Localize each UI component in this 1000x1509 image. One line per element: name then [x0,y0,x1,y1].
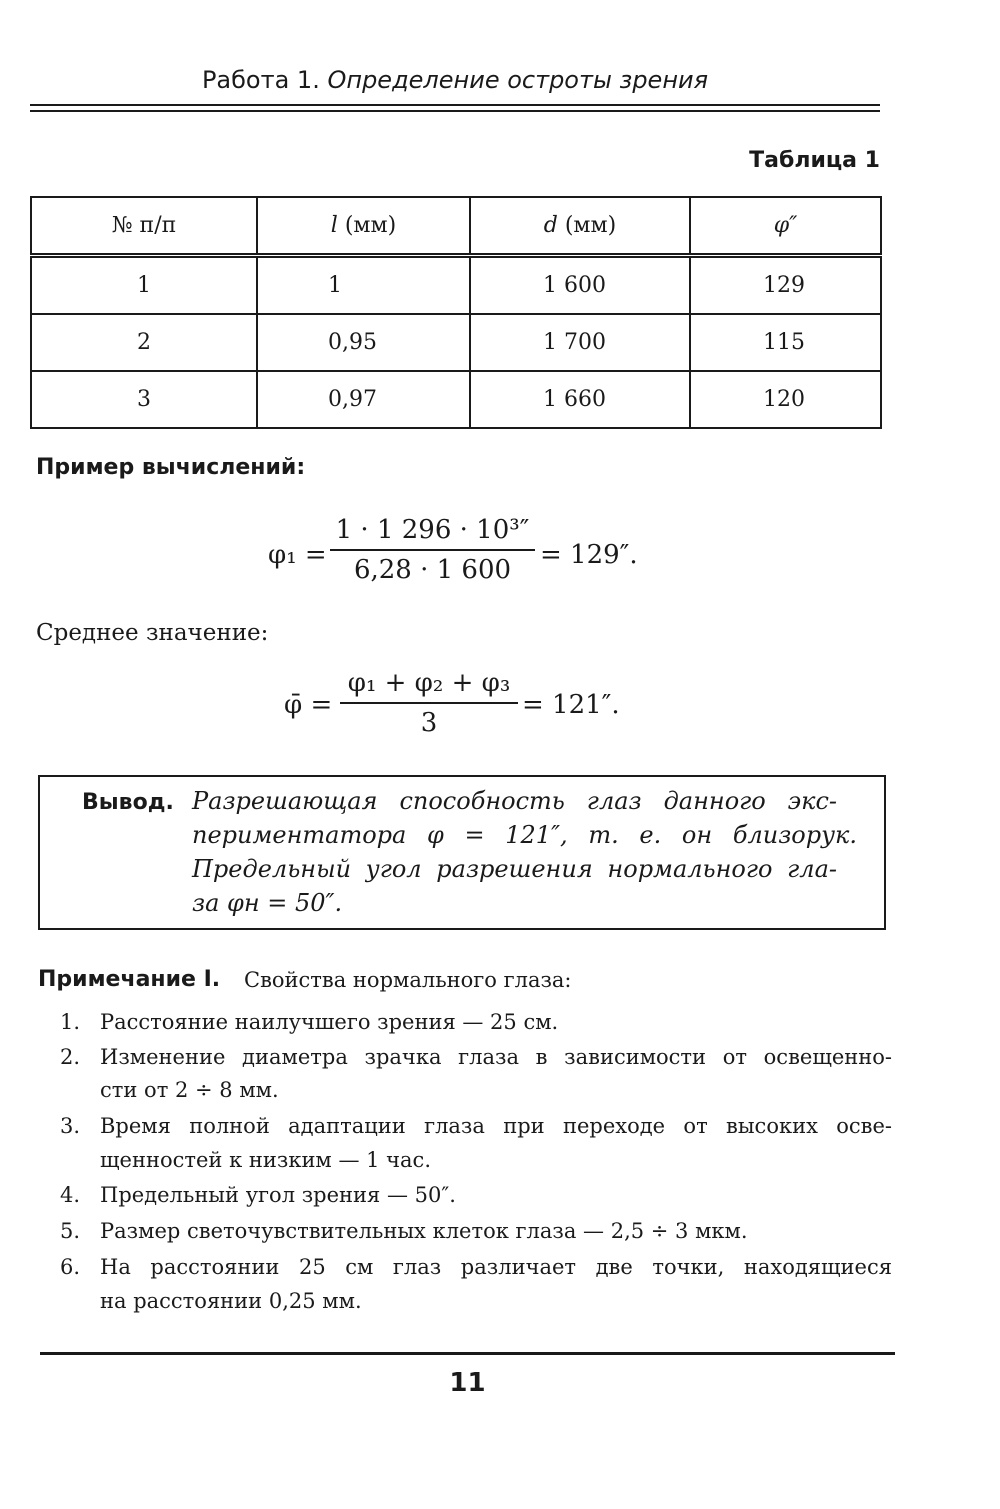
cell-phi: 129 [690,256,881,315]
list-item-number: 1. [60,1010,81,1034]
col-header-d-unit: (мм) [564,213,617,238]
data-table [30,196,882,429]
cell-n: 1 [31,256,257,315]
cell-n: 2 [31,314,257,371]
formula-phi1-fraction [330,515,535,585]
cell-phi: 120 [690,371,881,428]
table-header-row [31,197,881,256]
conclusion-line: Предельный угол разрешения нормального гла- [192,855,837,883]
formula-mean-lhs: φ̄ = [284,690,333,720]
table-row [31,371,881,428]
table-row [31,314,881,371]
cell-d: 1 660 [470,371,690,428]
work-title: Определение остроты зрения [327,66,709,94]
col-header-d-symbol: d [543,213,558,238]
footer-rule [40,1352,895,1355]
note-intro: Свойства нормального глаза: [244,968,572,992]
list-item-number: 3. [60,1114,81,1138]
list-item-text: На расстоянии 25 см глаз различает две точки, находящиеся [100,1255,892,1279]
list-item-number: 6. [60,1255,81,1279]
mean-label: Среднее значение: [36,620,269,646]
conclusion-line: за φн = 50″. [192,889,343,917]
list-item-text: Расстояние наилучшего зрения — 25 см. [100,1010,559,1034]
col-header-l-symbol: l [330,213,338,238]
formula-phi1-denominator: 6,28 · 1 600 [330,549,535,585]
formula-mean-numerator: φ₁ + φ₂ + φ₃ [347,668,511,698]
col-header-d [470,197,690,256]
table-row [31,256,881,315]
cell-phi: 115 [690,314,881,371]
list-item-text: Размер светочувствительных клеток глаза — 2,5 ÷ 3 мкм. [100,1219,748,1243]
list-item-number: 2. [60,1045,81,1069]
formula-phi1-numerator: 1 · 1 296 · 10³″ [335,515,530,545]
list-item-text: щенностей к низким — 1 час. [100,1148,431,1172]
note-title: Примечание I. [38,967,221,992]
table-caption: Таблица 1 [749,148,880,173]
conclusion-line: периментатора φ = 121″, т. е. он близорук. [192,821,857,849]
conclusion-title: Вывод. [82,790,174,815]
cell-d: 1 700 [470,314,690,371]
cell-l: 0,97 [257,371,470,428]
page-number: 11 [449,1368,486,1398]
col-header-l [257,197,470,256]
col-header-phi: φ″ [690,197,881,256]
list-item-number: 5. [60,1219,81,1243]
list-item-text: на расстоянии 0,25 мм. [100,1289,362,1313]
formula-phi1-lhs: φ₁ = [268,540,327,570]
col-header-number: № п/п [31,197,257,256]
formula-mean-fraction [340,668,518,738]
cell-n: 3 [31,371,257,428]
example-heading: Пример вычислений: [36,455,306,480]
col-header-l-unit: (мм) [344,213,397,238]
list-item-text: сти от 2 ÷ 8 мм. [100,1078,279,1102]
cell-d: 1 600 [470,256,690,315]
list-item-number: 4. [60,1183,81,1207]
formula-phi1-result: = 129″. [540,540,638,570]
list-item-text: Предельный угол зрения — 50″. [100,1183,456,1207]
work-label: Работа 1. [201,66,320,94]
list-item-text: Время полной адаптации глаза при переходе от высоких осве- [100,1114,892,1138]
header-rule [30,104,880,112]
conclusion-line: Разрешающая способность глаз данного экс- [192,787,837,815]
running-header [0,66,910,94]
cell-l: 0,95 [257,314,470,371]
list-item-text: Изменение диаметра зрачка глаза в зависимости от освещенно- [100,1045,892,1069]
formula-mean-denominator: 3 [340,702,518,738]
formula-mean-result: = 121″. [522,690,620,720]
cell-l: 1 [257,256,470,315]
